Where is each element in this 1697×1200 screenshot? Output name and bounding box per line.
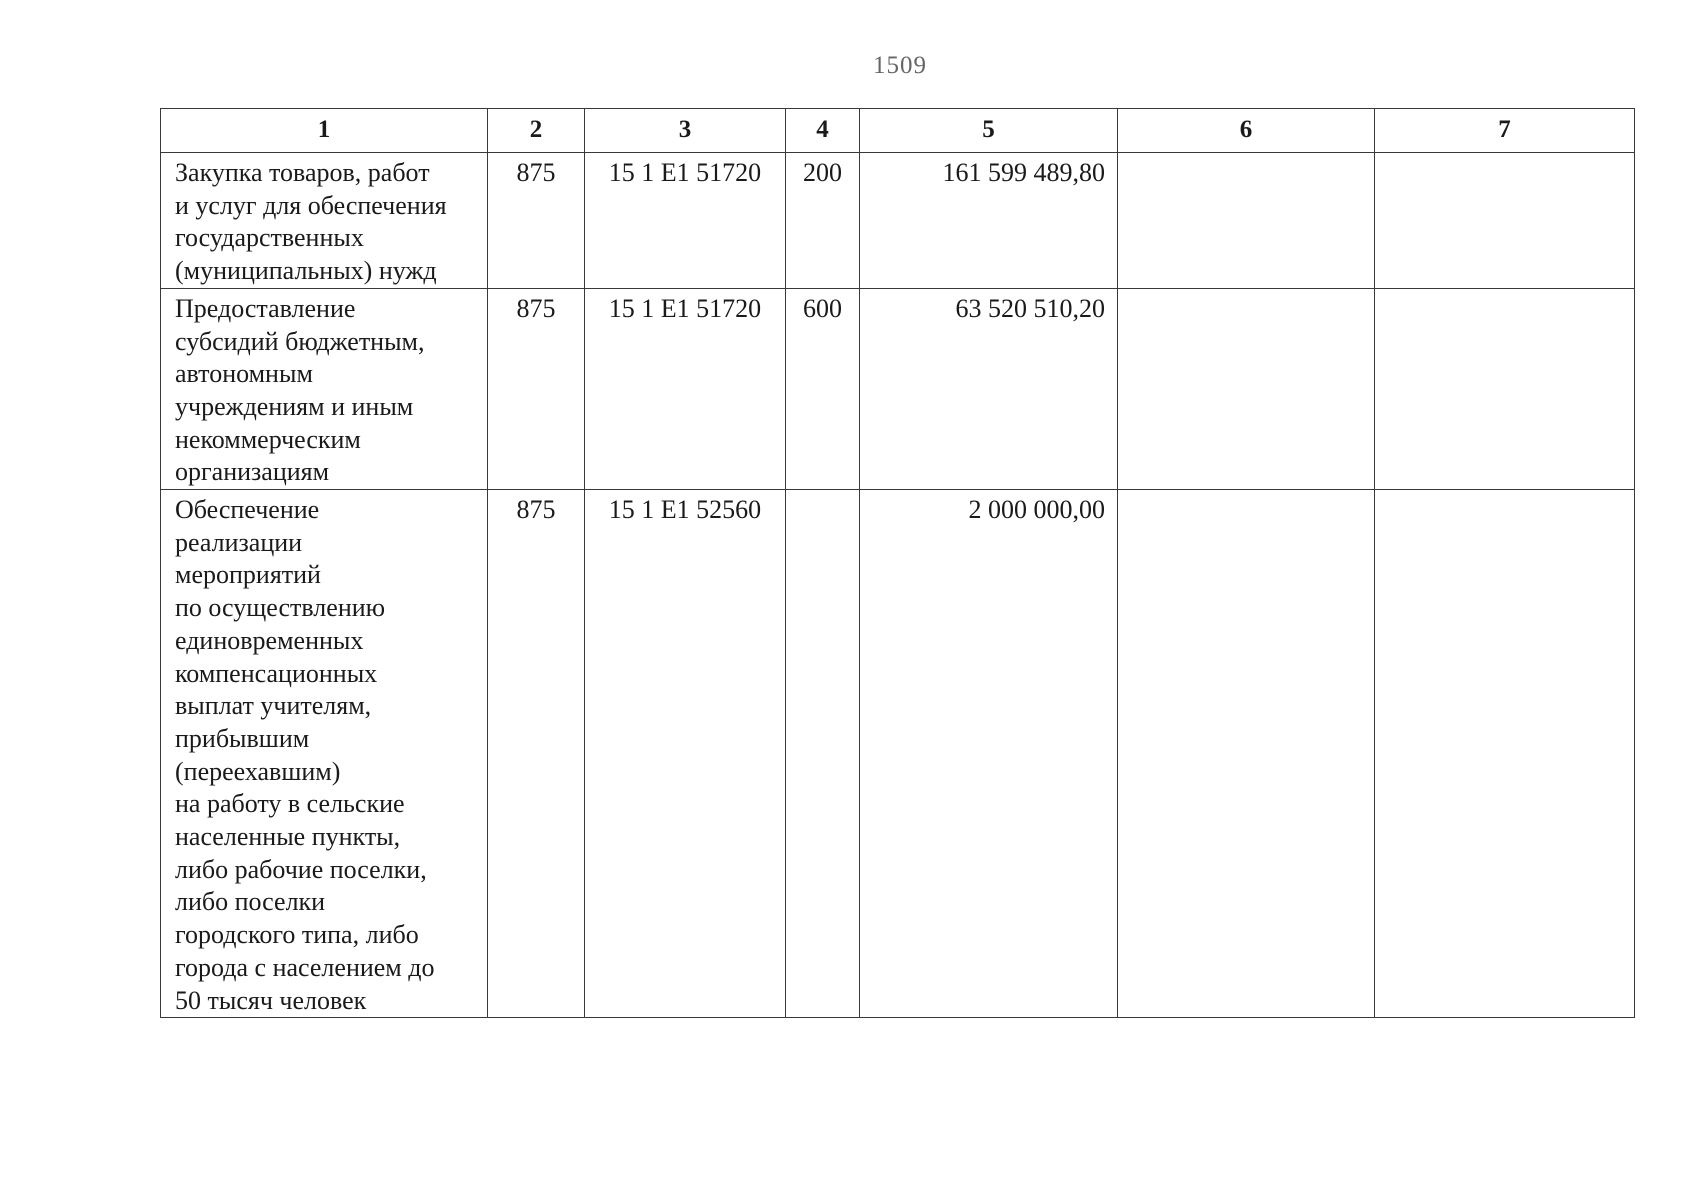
- row-name-line: автономным: [175, 359, 313, 389]
- row-col-2: 875: [488, 288, 585, 489]
- row-col-3: 15 1 E1 51720: [585, 153, 786, 289]
- row-col-6: [1118, 288, 1375, 489]
- row-name-line: мероприятий: [175, 560, 321, 590]
- row-col-2: 875: [488, 153, 585, 289]
- row-name: [161, 153, 488, 289]
- row-col-7: [1375, 288, 1635, 489]
- row-name-line: организациям: [175, 457, 330, 487]
- row-name-line: (муниципальных) нужд: [175, 256, 437, 286]
- row-name-line: некоммерческим: [175, 424, 361, 454]
- row-name: [161, 288, 488, 489]
- table-row: [161, 288, 1635, 489]
- row-col-3: 15 1 E1 52560: [585, 490, 786, 1018]
- header-row: [161, 109, 1635, 153]
- row-name-line: государственных: [175, 223, 364, 253]
- row-name: [161, 490, 488, 1018]
- row-col-5-amount: 161 599 489,80: [860, 153, 1118, 289]
- row-name-line: и услуг для обеспечения: [175, 190, 447, 220]
- row-name-line: реализации: [175, 527, 303, 557]
- budget-table: [160, 108, 1635, 1018]
- row-name-line: 50 тысяч человек: [175, 985, 367, 1015]
- row-name-line: компенсационных: [175, 658, 378, 688]
- page-number: 1509: [873, 52, 927, 79]
- table-row: [161, 490, 1635, 1018]
- row-name-line: на работу в сельские: [175, 789, 405, 819]
- row-name-line: населенные пункты,: [175, 822, 401, 852]
- row-name-line: выплат учителям,: [175, 691, 372, 721]
- row-name-line: городского типа, либо: [175, 920, 419, 950]
- row-col-3: 15 1 E1 51720: [585, 288, 786, 489]
- row-name-line: либо рабочие поселки,: [175, 854, 427, 884]
- row-col-7: [1375, 153, 1635, 289]
- row-name-line: прибывшим: [175, 723, 310, 753]
- row-name-line: по осуществлению: [175, 593, 386, 623]
- header-col-6: 6: [1118, 109, 1375, 153]
- row-col-6: [1118, 490, 1375, 1018]
- row-col-4: 600: [786, 288, 860, 489]
- header-col-7: 7: [1375, 109, 1635, 153]
- row-col-5-amount: 63 520 510,20: [860, 288, 1118, 489]
- row-name-line: города с населением до: [175, 952, 435, 982]
- row-name-line: субсидий бюджетным,: [175, 326, 425, 356]
- header-col-2: 2: [488, 109, 585, 153]
- row-col-5-amount: 2 000 000,00: [860, 490, 1118, 1018]
- row-name-line: Обеспечение: [175, 495, 320, 525]
- row-name-line: либо поселки: [175, 887, 326, 917]
- row-name-line: Закупка товаров, работ: [175, 158, 430, 187]
- row-col-6: [1118, 153, 1375, 289]
- table-row: [161, 153, 1635, 289]
- row-col-2: 875: [488, 490, 585, 1018]
- row-name-line: учреждениям и иным: [175, 391, 414, 421]
- row-name-line: Предоставление: [175, 293, 356, 323]
- header-col-4: 4: [786, 109, 860, 153]
- header-col-3: 3: [585, 109, 786, 153]
- row-col-4: [786, 490, 860, 1018]
- row-name-line: (переехавшим): [175, 756, 341, 786]
- header-col-5: 5: [860, 109, 1118, 153]
- row-name-line: единовременных: [175, 625, 364, 655]
- header-col-1: 1: [161, 109, 488, 153]
- row-col-7: [1375, 490, 1635, 1018]
- row-col-4: 200: [786, 153, 860, 289]
